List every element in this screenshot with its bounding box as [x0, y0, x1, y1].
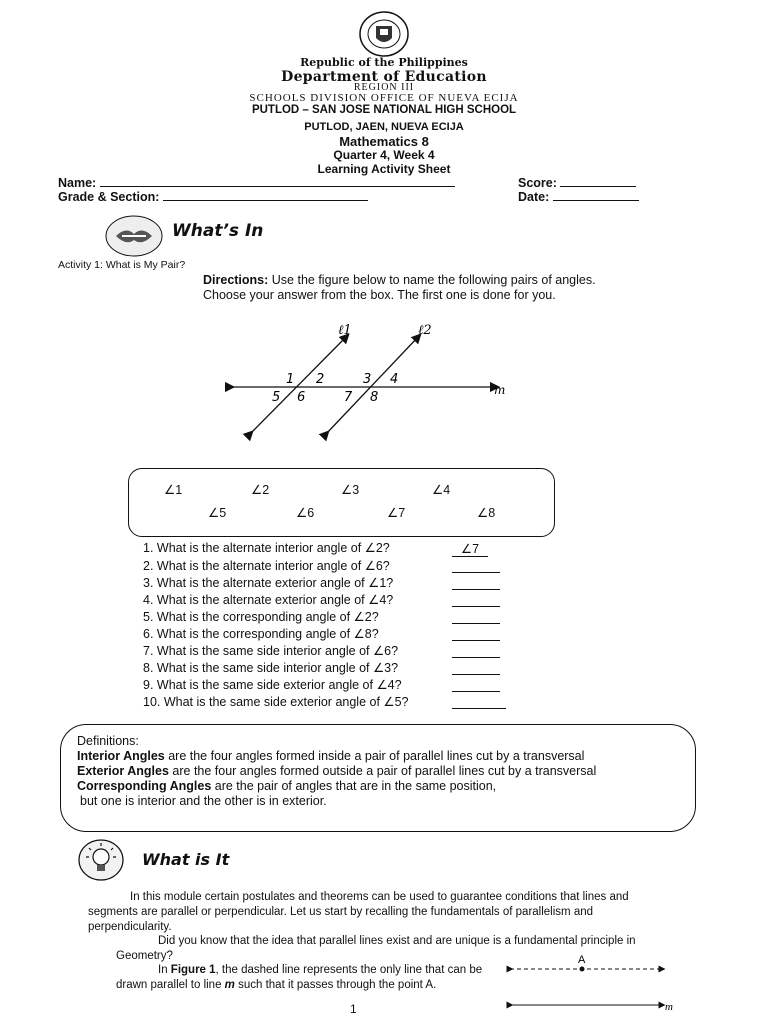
- choice-7: ∠7: [387, 506, 406, 520]
- whats-in-title: What’s In: [172, 221, 264, 241]
- answer-7[interactable]: [452, 657, 500, 658]
- definition-exterior: [77, 764, 596, 778]
- date-blank[interactable]: [553, 200, 639, 201]
- line-m-label: m: [665, 1001, 673, 1013]
- name-field[interactable]: [58, 176, 455, 190]
- date-field[interactable]: [518, 190, 639, 204]
- choice-4: ∠4: [432, 483, 451, 497]
- activity-title: Activity 1: What is My Pair?: [58, 259, 186, 271]
- whats-it-title: What is It: [142, 850, 230, 869]
- interior-text: are the four angles formed inside a pair of parallel lines cut by a transversal: [164, 749, 585, 763]
- grade-blank[interactable]: [163, 200, 368, 201]
- grade-label: Grade & Section:: [58, 190, 160, 204]
- answer-8[interactable]: [452, 674, 500, 675]
- paragraph-3: [116, 963, 488, 993]
- header-address: PUTLOD, JAEN, NUEVA ECIJA: [304, 121, 464, 133]
- directions: [203, 273, 596, 287]
- deped-seal: [358, 10, 410, 58]
- question-6: 6. What is the corresponding angle of ∠8?: [143, 627, 379, 641]
- p3-figure: Figure 1: [170, 964, 216, 976]
- name-label: Name:: [58, 176, 97, 190]
- header-region: REGION III: [353, 82, 415, 93]
- angle-8-label: 8: [370, 390, 379, 405]
- angle-6-label: 6: [297, 390, 306, 405]
- lightbulb-icon: [77, 838, 125, 882]
- question-3: 3. What is the alternate exterior angle of ∠1?: [143, 576, 394, 590]
- p3-m: m: [224, 979, 235, 991]
- answer-1[interactable]: ∠7: [452, 541, 488, 557]
- corresponding-text: are the pair of angles that are in the same position,: [211, 779, 497, 793]
- angle-7-label: 7: [344, 390, 353, 405]
- answer-choices-box: [128, 468, 555, 537]
- question-1: 1. What is the alternate interior angle of ∠2?: [143, 541, 390, 555]
- question-9: 9. What is the same side exterior angle of ∠4?: [143, 678, 402, 692]
- question-10: 10. What is the same side exterior angle of ∠5?: [143, 695, 409, 709]
- definition-corresponding: [77, 779, 496, 793]
- question-7: 7. What is the same side interior angle of ∠6?: [143, 644, 399, 658]
- question-4: 4. What is the alternate exterior angle of ∠4?: [143, 593, 394, 607]
- header-republic: Republic of the Philippines: [300, 56, 468, 69]
- l1-label: ℓ1: [338, 323, 352, 338]
- choice-5: ∠5: [208, 506, 227, 520]
- line-l2: [326, 337, 418, 434]
- choice-1: ∠1: [164, 483, 183, 497]
- header-sheet-title: Learning Activity Sheet: [317, 162, 451, 176]
- header-division: SCHOOLS DIVISION OFFICE OF NUEVA ECIJA: [249, 92, 519, 104]
- definition-corresponding-line2: but one is interior and the other is in exterior.: [80, 794, 327, 808]
- directions-line2: Choose your answer from the box. The first one is done for you.: [203, 288, 556, 302]
- angle-2-label: 2: [316, 372, 325, 387]
- point-a-label: A: [578, 954, 586, 966]
- line-l1: [250, 337, 346, 434]
- answer-6[interactable]: [452, 640, 500, 641]
- header-school: PUTLOD – SAN JOSE NATIONAL HIGH SCHOOL: [251, 104, 517, 116]
- angle-4-label: 4: [390, 372, 399, 387]
- point-a: [580, 967, 585, 972]
- definition-interior: [77, 749, 584, 763]
- choice-8: ∠8: [477, 506, 496, 520]
- choice-6: ∠6: [296, 506, 315, 520]
- answer-2[interactable]: [452, 572, 500, 573]
- name-blank[interactable]: [100, 186, 455, 187]
- p3-start: In: [158, 964, 171, 976]
- header-subject: Mathematics 8: [339, 134, 429, 149]
- header-quarter: Quarter 4, Week 4: [333, 148, 435, 162]
- directions-label: Directions:: [203, 273, 269, 287]
- answer-10[interactable]: [452, 708, 506, 709]
- question-2: 2. What is the alternate interior angle of ∠6?: [143, 559, 390, 573]
- choice-2: ∠2: [251, 483, 270, 497]
- grade-field[interactable]: [58, 190, 368, 204]
- paragraph-2: Did you know that the idea that parallel lines exist and are unique is a fundamental principle in Geometry?: [116, 935, 636, 962]
- question-8: 8. What is the same side interior angle of ∠3?: [143, 661, 399, 675]
- score-blank[interactable]: [560, 186, 636, 187]
- score-field[interactable]: [518, 176, 636, 190]
- date-label: Date:: [518, 190, 550, 204]
- figure-1-parallel-line: [500, 950, 680, 1014]
- answer-4[interactable]: [452, 606, 500, 607]
- page-number: 1: [350, 1002, 357, 1016]
- paragraph-1: In this module certain postulates and theorems can be used to guarantee conditions that lines and segments are parallel or perpendicular. Let us start by recalling the fundamentals of parallelism and perpendicularity.: [88, 891, 629, 933]
- answer-9[interactable]: [452, 691, 500, 692]
- interior-term: Interior Angles: [77, 749, 165, 763]
- corresponding-term: Corresponding Angles: [77, 779, 212, 793]
- angle-5-label: 5: [272, 390, 281, 405]
- m-label: m: [494, 383, 506, 397]
- parallel-lines-figure: [220, 318, 520, 443]
- answer-5[interactable]: [452, 623, 500, 624]
- p3-mid: , the dashed line represents the only line that can be drawn parallel to line: [116, 964, 483, 991]
- definitions-box: [60, 724, 696, 832]
- angle-3-label: 3: [363, 372, 372, 387]
- directions-text: Use the figure below to name the following pairs of angles.: [268, 273, 596, 287]
- l2-label: ℓ2: [418, 323, 432, 338]
- exterior-text: are the four angles formed outside a pair of parallel lines cut by a transversal: [168, 764, 597, 778]
- answer-3[interactable]: [452, 589, 500, 590]
- definitions-heading: Definitions:: [77, 734, 139, 748]
- angle-1-label: 1: [286, 372, 295, 387]
- exterior-term: Exterior Angles: [77, 764, 169, 778]
- score-label: Score:: [518, 176, 557, 190]
- question-5: 5. What is the corresponding angle of ∠2?: [143, 610, 379, 624]
- handshake-icon: [104, 214, 164, 258]
- header-department: Department of Education: [281, 69, 487, 85]
- p3-end: such that it passes through the point A.: [234, 979, 437, 991]
- choice-3: ∠3: [341, 483, 360, 497]
